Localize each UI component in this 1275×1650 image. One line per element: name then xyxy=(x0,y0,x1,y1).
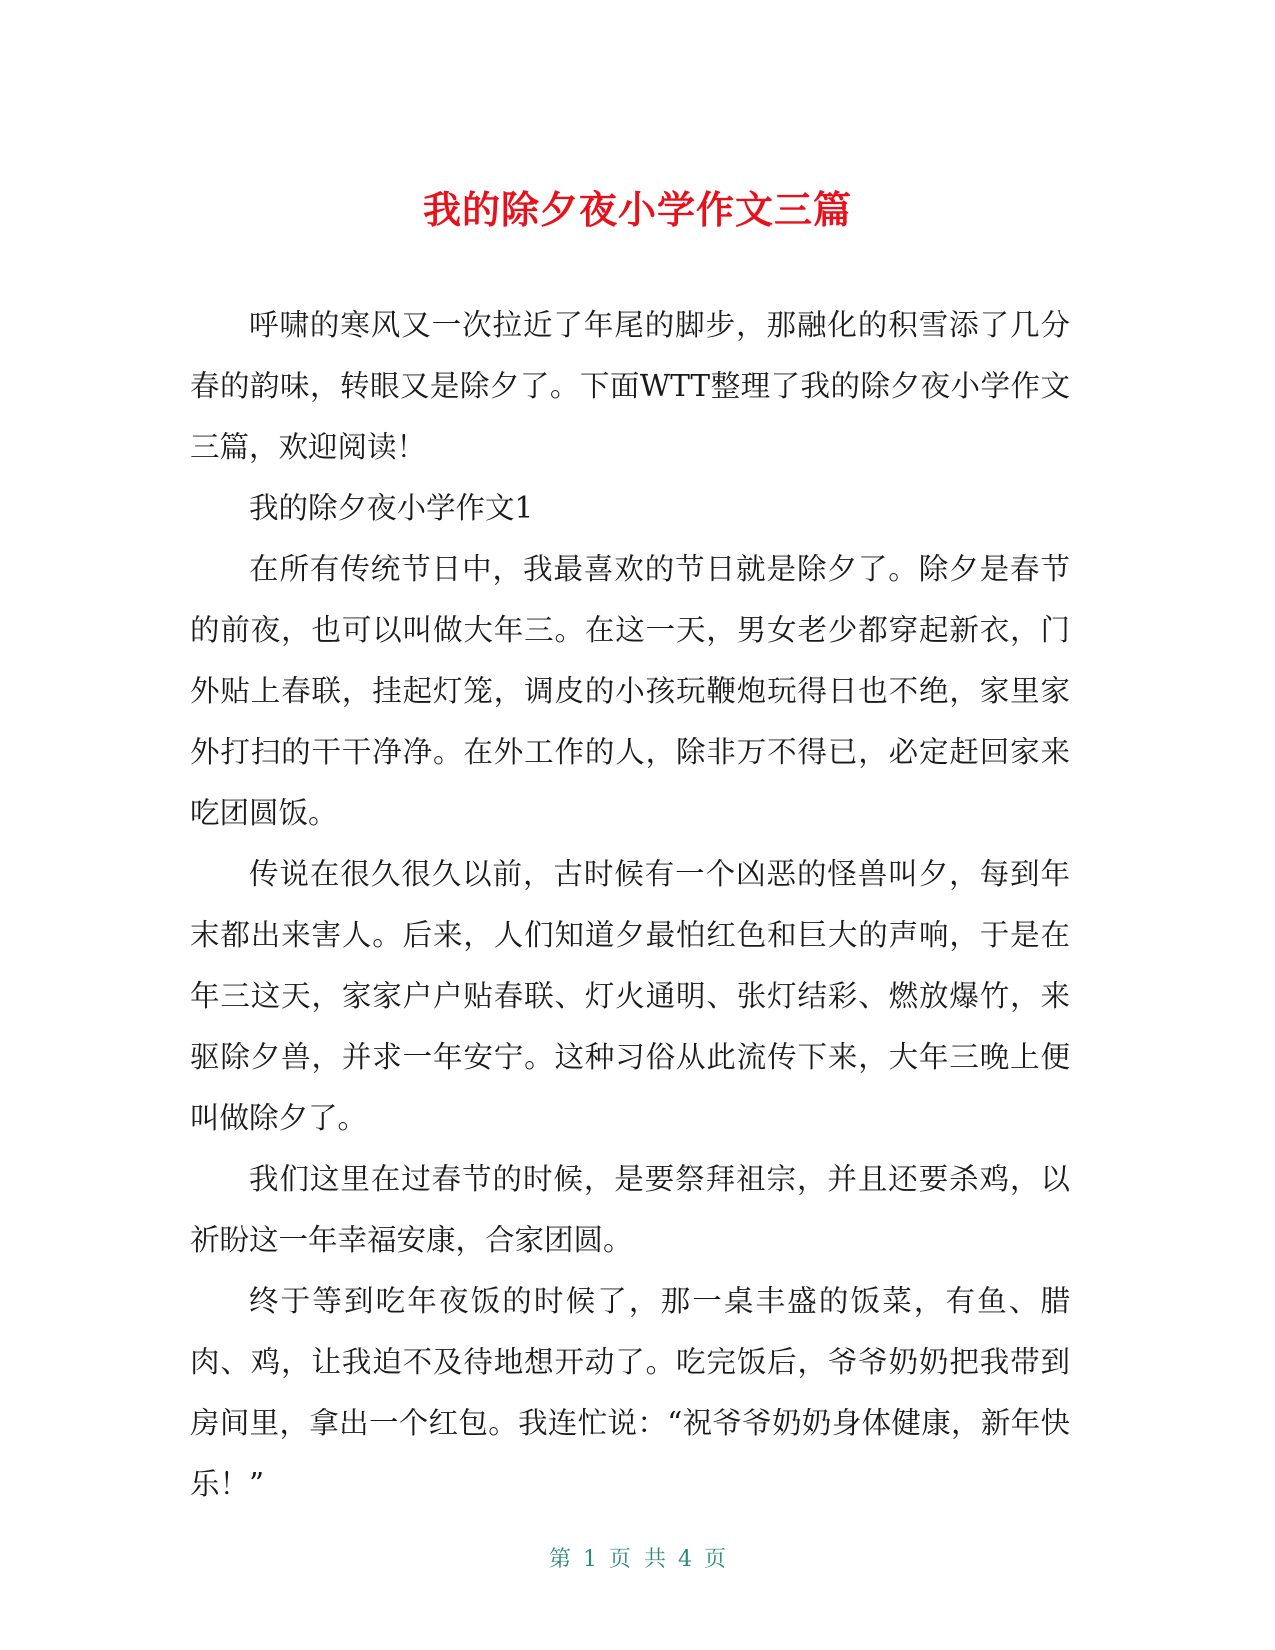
page-number-footer xyxy=(0,1542,1275,1573)
footer-total-pages: 4 xyxy=(678,1547,692,1572)
footer-prefix: 第 xyxy=(548,1547,571,1572)
footer-current-page: 1 xyxy=(583,1547,597,1572)
paragraph: 我们这里在过春节的时候，是要祭拜祖宗，并且还要杀鸡，以祈盼这一年幸福安康，合家团圆。 xyxy=(190,1162,1070,1257)
paragraph-intro: 呼啸的寒风又一次拉近了年尾的脚步，那融化的积雪添了几分春的韵味，转眼又是除夕了。下面WTT整理了我的除夕夜小学作文三篇，欢迎阅读！ xyxy=(190,308,1070,464)
section-heading: 我的除夕夜小学作文1 xyxy=(249,491,534,525)
paragraph: 传说在很久很久以前，古时候有一个凶恶的怪兽叫夕，每到年末都出来害人。后来，人们知道夕最怕红色和巨大的声响，于是在年三这天，家家户户贴春联、灯火通明、张灯结彩、燃放爆竹，来驱除夕兽，并求一年安宁。这种习俗从此流传下来，大年三晚上便叫做除夕了。 xyxy=(190,857,1070,1135)
document-title: 我的除夕夜小学作文三篇 xyxy=(422,188,852,233)
footer-suffix: 页 xyxy=(704,1547,727,1572)
paragraph: 终于等到吃年夜饭的时候了，那一桌丰盛的饭菜，有鱼、腊肉、鸡，让我迫不及待地想开动了。吃完饭后，爷爷奶奶把我带到房间里，拿出一个红包。我连忙说：“祝爷爷奶奶身体健康，新年快乐！” xyxy=(190,1284,1070,1501)
document-body xyxy=(190,295,1070,1515)
paragraph: 在所有传统节日中，我最喜欢的节日就是除夕了。除夕是春节的前夜，也可以叫做大年三。在这一天，男女老少都穿起新衣，门外贴上春联，挂起灯笼，调皮的小孩玩鞭炮玩得日也不绝，家里家外打扫的干干净净。在外工作的人，除非万不得已，必定赶回家来吃团圆饭。 xyxy=(190,552,1070,830)
footer-middle: 页 共 xyxy=(609,1547,666,1572)
